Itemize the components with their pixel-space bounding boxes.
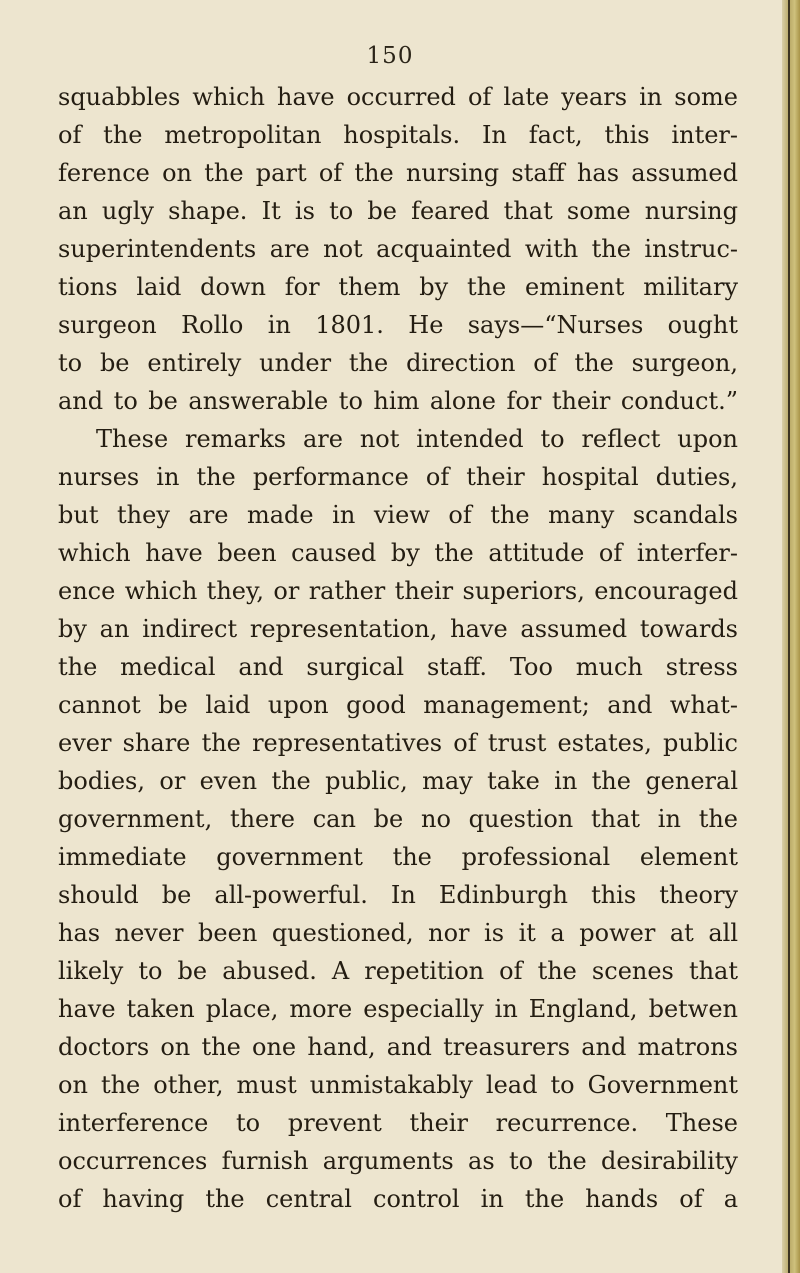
text-line-10: These remarks are not intended to reflect upon <box>96 425 738 453</box>
text-line-28: interference to prevent their recurrence. These <box>58 1109 738 1137</box>
text-line-2: of the metropolitan hospitals. In fact, this inter- <box>58 121 738 149</box>
text-line-4: an ugly shape. It is to be feared that some nursing <box>58 197 738 225</box>
text-line-30: of having the central control in the hands of a <box>58 1185 738 1213</box>
text-line-27: on the other, must unmistakably lead to Government <box>58 1071 738 1099</box>
text-line-6: tions laid down for them by the eminent military <box>58 273 738 301</box>
page-edge <box>782 0 800 1273</box>
text-line-11: nurses in the performance of their hospital duties, <box>58 463 738 491</box>
text-line-15: by an indirect representation, have assumed towards <box>58 615 738 643</box>
text-line-19: bodies, or even the public, may take in the general <box>58 767 738 795</box>
text-line-5: superintendents are not acquainted with the instruc- <box>58 235 738 263</box>
text-line-22: should be all-powerful. In Edinburgh this theory <box>58 881 738 909</box>
text-line-14: ence which they, or rather their superiors, encouraged <box>58 577 738 605</box>
text-line-9: and to be answerable to him alone for their conduct.” <box>58 387 738 415</box>
text-line-18: ever share the representatives of trust estates, public <box>58 729 738 757</box>
page-number: 150 <box>366 43 414 69</box>
text-line-20: government, there can be no question that in the <box>58 805 738 833</box>
text-line-8: to be entirely under the direction of the surgeon, <box>58 349 738 377</box>
text-line-26: doctors on the one hand, and treasurers and matrons <box>58 1033 738 1061</box>
text-line-23: has never been questioned, nor is it a power at all <box>58 919 738 947</box>
text-line-25: have taken place, more especially in England, betwen <box>58 995 738 1023</box>
text-line-3: ference on the part of the nursing staff has assumed <box>58 159 738 187</box>
text-line-17: cannot be laid upon good management; and what- <box>58 691 738 719</box>
text-line-13: which have been caused by the attitude of interfer- <box>58 539 738 567</box>
text-line-24: likely to be abused. A repetition of the scenes that <box>58 957 738 985</box>
text-line-12: but they are made in view of the many scandals <box>58 501 738 529</box>
text-line-16: the medical and surgical staff. Too much stress <box>58 653 738 681</box>
binding-line <box>788 0 790 1273</box>
text-line-7: surgeon Rollo in 1801. He says—“Nurses ought <box>58 311 738 339</box>
text-line-1: squabbles which have occurred of late years in some <box>58 83 738 111</box>
text-line-21: immediate government the professional element <box>58 843 738 871</box>
text-line-29: occurrences furnish arguments as to the desirability <box>58 1147 738 1175</box>
